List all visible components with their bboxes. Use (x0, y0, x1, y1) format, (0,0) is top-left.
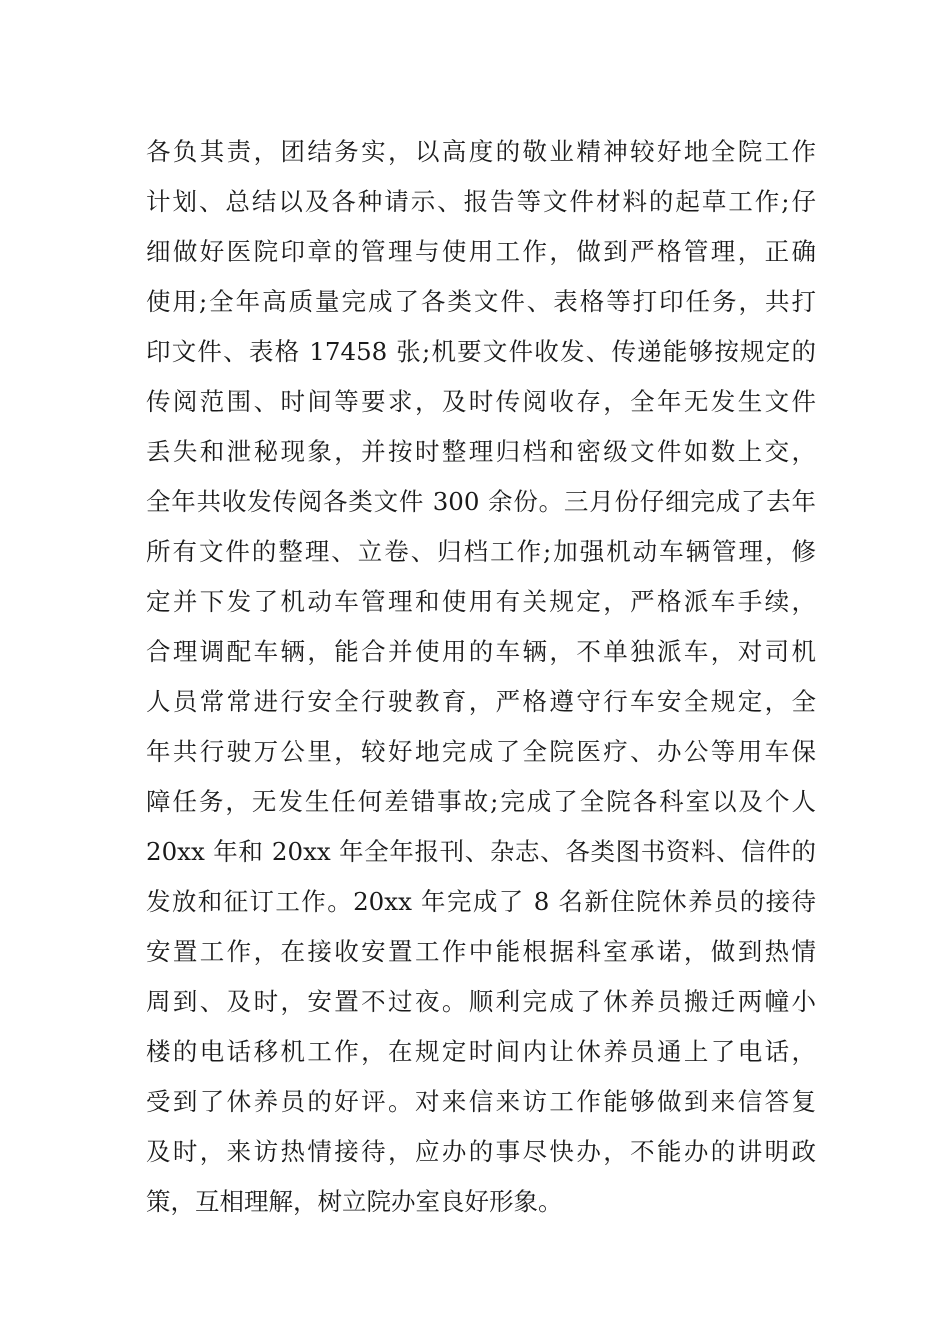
text-line: 所有文件的整理、立卷、归档工作;加强机动车辆管理，修 (146, 537, 816, 566)
text-line: 及时，来访热情接待，应办的事尽快办，不能办的讲明政 (146, 1137, 816, 1166)
text-line: 全年共收发传阅各类文件 300 余份。三月份仔细完成了去年 (146, 487, 816, 516)
text-line: 各负其责，团结务实，以高度的敬业精神较好地全院工作 (146, 137, 816, 166)
text-line: 受到了休养员的好评。对来信来访工作能够做到来信答复 (146, 1087, 816, 1116)
text-line: 周到、及时，安置不过夜。顺利完成了休养员搬迁两幢小 (146, 987, 816, 1016)
text-line: 安置工作，在接收安置工作中能根据科室承诺，做到热情 (146, 937, 816, 966)
text-line: 丢失和泄秘现象，并按时整理归档和密级文件如数上交， (146, 437, 816, 466)
text-line: 定并下发了机动车管理和使用有关规定，严格派车手续， (146, 587, 816, 616)
body-paragraph (146, 127, 816, 1227)
text-line: 计划、总结以及各种请示、报告等文件材料的起草工作;仔 (146, 187, 816, 216)
text-line: 年共行驶万公里，较好地完成了全院医疗、办公等用车保 (146, 737, 816, 766)
text-line: 发放和征订工作。20xx 年完成了 8 名新住院休养员的接待 (146, 887, 816, 916)
text-line: 障任务，无发生任何差错事故;完成了全院各科室以及个人 (146, 787, 816, 816)
text-line: 楼的电话移机工作，在规定时间内让休养员通上了电话， (146, 1037, 816, 1066)
text-line: 合理调配车辆，能合并使用的车辆，不单独派车，对司机 (146, 637, 816, 666)
text-line: 细做好医院印章的管理与使用工作，做到严格管理，正确 (146, 237, 816, 266)
text-line: 策，互相理解，树立院办室良好形象。 (146, 1187, 563, 1216)
text-line: 使用;全年高质量完成了各类文件、表格等打印任务，共打 (146, 287, 816, 316)
text-line: 印文件、表格 17458 张;机要文件收发、传递能够按规定的 (146, 337, 816, 366)
text-line: 人员常常进行安全行驶教育，严格遵守行车安全规定，全 (146, 687, 816, 716)
text-line: 20xx 年和 20xx 年全年报刊、杂志、各类图书资料、信件的 (146, 837, 816, 866)
text-line: 传阅范围、时间等要求，及时传阅收存，全年无发生文件 (146, 387, 816, 416)
